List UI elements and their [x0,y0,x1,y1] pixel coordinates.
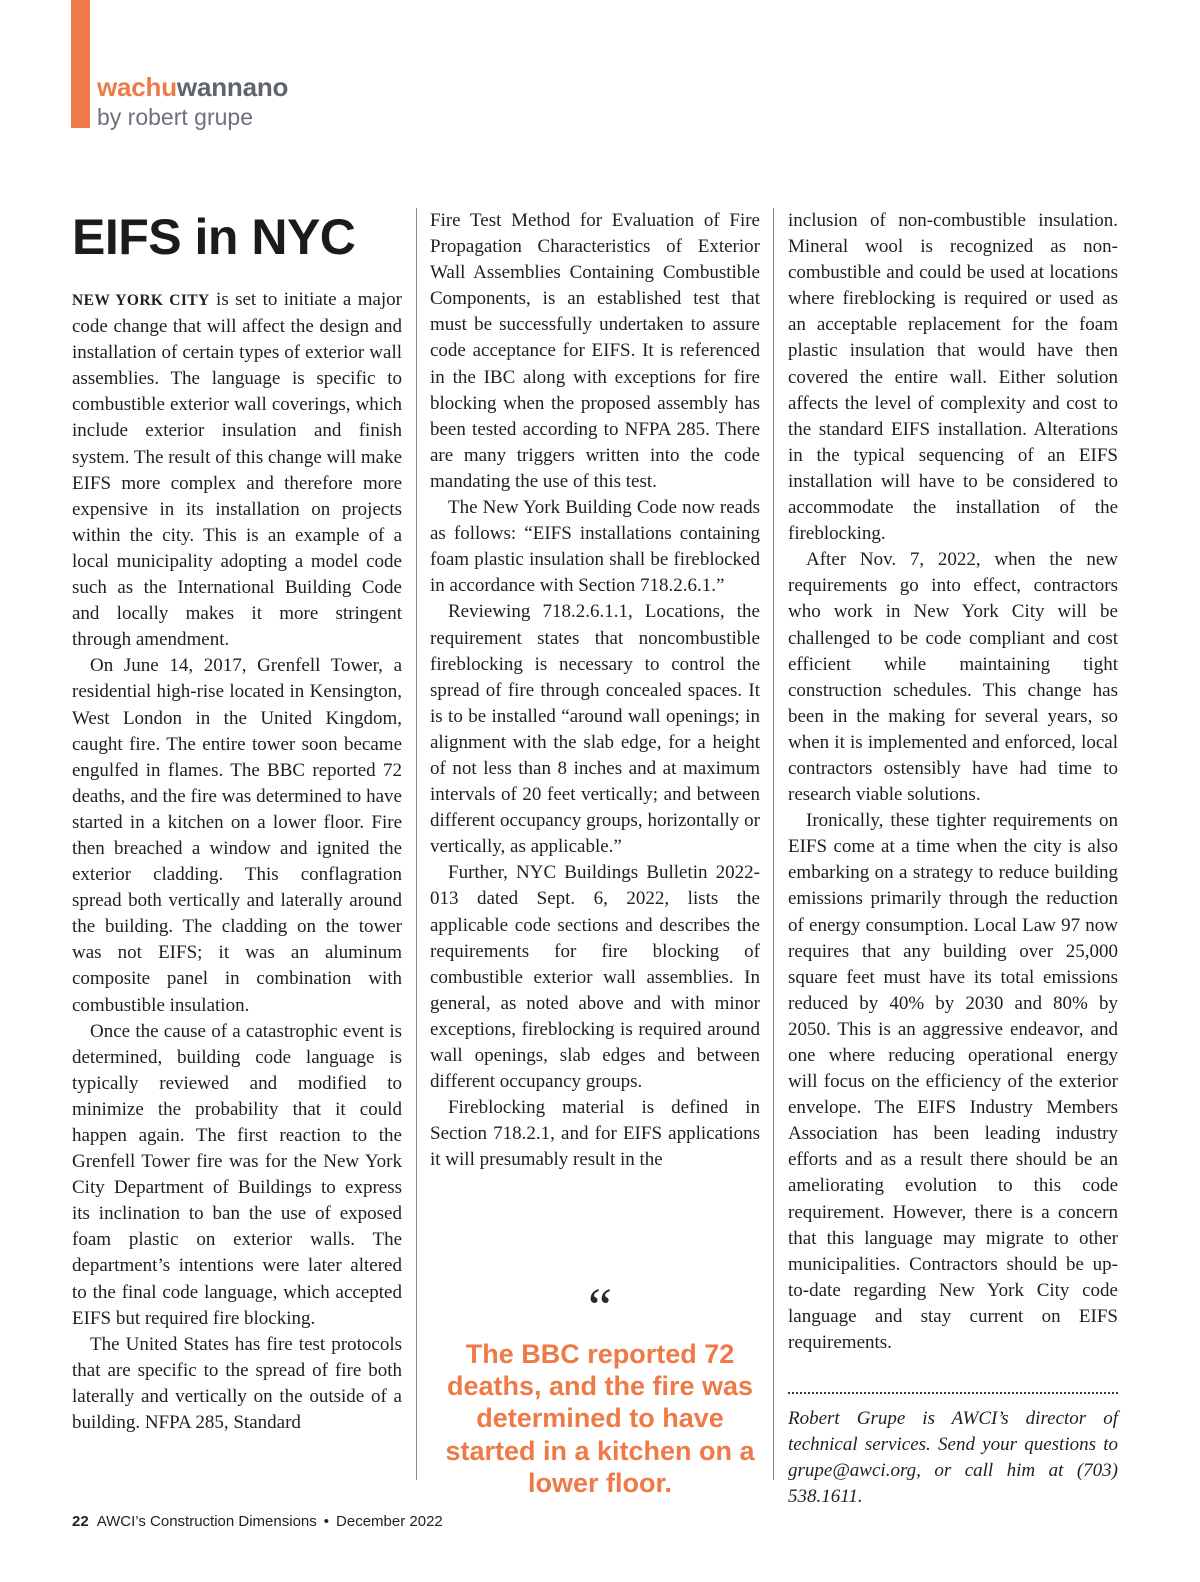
author-bio: Robert Grupe is AWCI’s director of technical services. Send your questions to grupe@awci.org, or call him at (703) 538.1611. [788,1408,1118,1507]
bio-divider [788,1392,1118,1394]
paragraph: The New York Building Code now reads as follows: “EIFS installations containing foam plastic insulation shall be fireblocked in accordance with Section 718.2.6.1.” [430,497,760,597]
article-column-3 [788,208,1118,1356]
paragraph: NEW YORK CITY is set to initiate a major code change that will affect the design and installation of certain types of exterior wall assemblies. The language is specific to combustible exterior wall coverings, which include exterior insulation and finish system. The result of this change will make EIFS more complex and therefore more expensive in its installation on projects within the city. This is an example of a local municipality adopting a model code such as the International Building Code and locally makes it more stringent through amendment. [72,289,403,651]
paragraph: inclusion of non-combustible insulation. Mineral wool is recognized as non-combustible and could be used at locations where fireblocking is required or used as an acceptable replacement for the foam plastic insulation that would have then covered the entire wall. Either solution affects the level of complexity and cost to the standard EIFS installation. Alterations in the typical sequencing of an EIFS installation will have to be considered to accommodate the installation of the fireblocking. [788,210,1118,545]
paragraph: Once the cause of a catastrophic event is determined, building code language is typically reviewed and modified to minimize the probability that it could happen again. The first reaction to the Grenfell Tower fire was for the New York City Department of Buildings to express its inclination to ban the use of exposed foam plastic on exterior walls. The department’s intentions were later altered to the final code language, which accepted EIFS but required fire blocking. [72,1020,402,1329]
article-column-1 [72,287,402,1436]
footer-separator: • [323,1513,330,1530]
accent-bar [71,0,90,128]
headline: EIFS in NYC [72,209,356,265]
column-divider [416,208,417,1480]
publication-name: AWCI’s Construction Dimensions [96,1513,317,1530]
article-column-2 [430,208,760,1173]
paragraph: After Nov. 7, 2022, when the new requirements go into effect, contractors who work in New York City will be challenged to be code compliant and cost efficient while maintaining tight construction schedules. This change has been in the making for several years, so when it is implemented and enforced, local contractors ostensibly have had time to research viable solutions. [788,549,1118,806]
paragraph: Reviewing 718.2.6.1.1, Locations, the requirement states that noncombustible fireblocking is necessary to control the spread of fire through concealed spaces. It is to be installed “around wall openings; in alignment with the slab edge, for a height of not less than 8 inches and at maximum intervals of 20 feet vertically; and between different occupancy groups, horizontally or vertically, as applicable.” [430,601,760,858]
paragraph: The United States has fire test protocols that are specific to the spread of fire both laterally and vertically on the outside of a building. NFPA 285, Standard [72,1333,402,1434]
paragraph: Ironically, these tighter requirements on EIFS come at a time when the city is also embarking on a strategy to reduce building emissions primarily through the reduction of energy consumption. Local Law 97 now requires that any building over 25,000 square feet must have its total emissions reduced by 40% by 2030 and 80% by 2050. This is an aggressive endeavor, and one where reducing operational energy will focus on the efficiency of the exterior envelope. The EIFS Industry Members Association has been leading industry efforts and as a result there should be an ameliorating evolution to this code requirement. However, there is a concern that this language may migrate to other municipalities. Contractors should be up-to-date regarding New York City code language and stay current on EIFS requirements. [788,810,1118,1354]
page-number: 22 [72,1513,89,1530]
pull-quote [430,1277,770,1499]
issue-date: December 2022 [336,1513,443,1530]
paragraph: On June 14, 2017, Grenfell Tower, a residential high-rise located in Kensington, West London in the United Kingdom, caught fire. The entire tower soon became engulfed in flames. The BBC reported 72 deaths, and the fire was determined to have started in a kitchen on a lower floor. Fire then breached a window and ignited the exterior cladding. This conflagration spread both vertically and laterally around the building. The cladding on the tower was not EIFS; it was an aluminum composite panel in combination with combustible insulation. [72,655,402,1016]
paragraph: Further, NYC Buildings Bulletin 2022-013 dated Sept. 6, 2022, lists the applicable code sections and describes the requirements for fire blocking of combustible exterior wall assemblies. In general, as noted above and with minor exceptions, fireblocking is required around wall openings, slab edges and between different occupancy groups. [430,862,760,1093]
pull-quote-text: The BBC reported 72 deaths, and the fire was determined to have started in a kitchen on a lower floor. [445,1339,755,1498]
column-divider [773,208,774,1480]
dateline: NEW YORK CITY [72,292,210,309]
byline: by robert grupe [97,104,253,130]
paragraph: Fire Test Method for Evaluation of Fire Propagation Characteristics of Exterior Wall Assemblies Containing Combustible Components, is an established test that must be successfully undertaken to assure code acceptance for EIFS. It is referenced in the IBC along with exceptions for fire blocking when the proposed assembly has been tested according to NFPA 285. There are many triggers written into the code mandating the use of this test. [430,210,760,492]
page-footer [72,1513,443,1530]
column-name: wachuwannano [97,72,289,102]
column-tag [97,70,288,130]
quote-mark-icon: “ [588,1277,612,1337]
paragraph: Fireblocking material is defined in Section 718.2.1, and for EIFS applications it will presumably result in the [430,1097,760,1171]
